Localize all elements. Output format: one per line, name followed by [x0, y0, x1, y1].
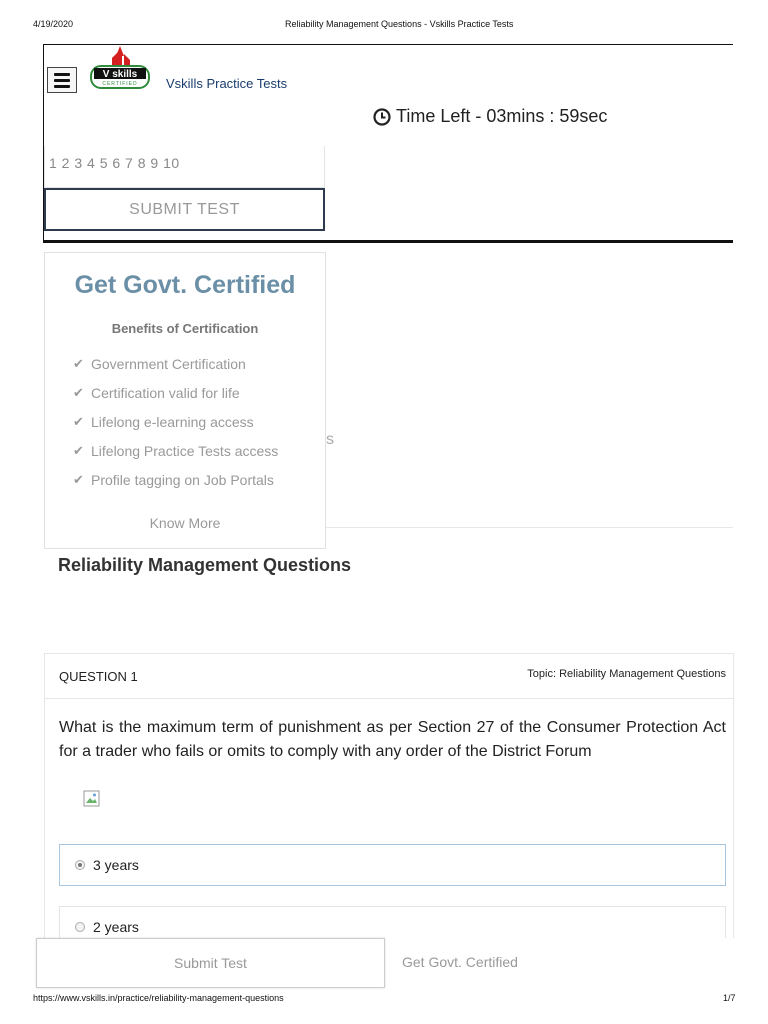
check-icon: ✔	[73, 385, 84, 400]
benefit-item	[73, 443, 278, 459]
question-card	[44, 653, 734, 938]
option-label: 2 years	[93, 919, 139, 935]
submit-test-button[interactable]: SUBMIT TEST	[44, 188, 325, 231]
hamburger-icon[interactable]	[47, 67, 77, 93]
benefit-label: Lifelong e-learning access	[91, 414, 254, 430]
check-icon: ✔	[73, 414, 84, 429]
question-number: QUESTION 1	[59, 669, 138, 684]
benefit-item	[73, 472, 274, 488]
benefit-label: Certification valid for life	[91, 385, 240, 401]
logo-subtext: CERTIFIED	[102, 81, 138, 87]
clock-icon	[373, 108, 391, 126]
answer-option[interactable]	[59, 844, 726, 886]
menu-bar	[54, 85, 70, 88]
vskills-logo[interactable]	[88, 44, 152, 90]
print-url: https://www.vskills.in/practice/reliability-management-questions	[33, 993, 284, 1003]
divider	[326, 527, 733, 528]
obscured-text: s	[326, 431, 334, 448]
cert-title: Get Govt. Certified	[74, 271, 296, 299]
time-left	[373, 106, 607, 127]
brand-link[interactable]: Vskills Practice Tests	[166, 76, 288, 91]
radio-selected-icon[interactable]	[75, 860, 85, 870]
benefit-label: Profile tagging on Job Portals	[91, 472, 274, 488]
print-page-number: 1/7	[723, 993, 736, 1003]
bottom-submit-button[interactable]: Submit Test	[36, 938, 385, 988]
question-number-list[interactable]: 1 2 3 4 5 6 7 8 9 10	[49, 155, 180, 171]
benefit-label: Government Certification	[91, 356, 246, 372]
menu-bar	[54, 79, 70, 82]
question-text: What is the maximum term of punishment as per Section 27 of the Consumer Protection Act for a trader who fails or omits to comply with any order of the District Forum	[59, 719, 726, 760]
question-topic: Topic: Reliability Management Questions	[527, 668, 726, 680]
page-title: Reliability Management Questions	[58, 555, 352, 575]
print-title: Reliability Management Questions - Vskills Practice Tests	[285, 19, 514, 29]
timer-label: Time Left - 03mins : 59sec	[396, 106, 608, 126]
get-certified-link[interactable]: Get Govt. Certified	[402, 954, 518, 970]
benefit-item	[73, 385, 240, 401]
benefit-label: Lifelong Practice Tests access	[91, 443, 279, 459]
benefit-item	[73, 356, 246, 372]
check-icon: ✔	[73, 356, 84, 371]
header-bottom-border	[43, 240, 733, 243]
check-icon: ✔	[73, 472, 84, 487]
broken-image-icon	[83, 790, 100, 807]
menu-bar	[54, 73, 70, 76]
print-date: 4/19/2020	[33, 19, 74, 29]
option-label: 3 years	[93, 857, 139, 873]
radio-icon[interactable]	[75, 922, 85, 932]
check-icon: ✔	[73, 443, 84, 458]
logo-text: V skills	[102, 69, 138, 80]
divider	[44, 698, 734, 699]
know-more-link[interactable]: Know More	[149, 515, 221, 531]
benefit-item	[73, 414, 254, 430]
cert-subtitle: Benefits of Certification	[111, 321, 259, 336]
